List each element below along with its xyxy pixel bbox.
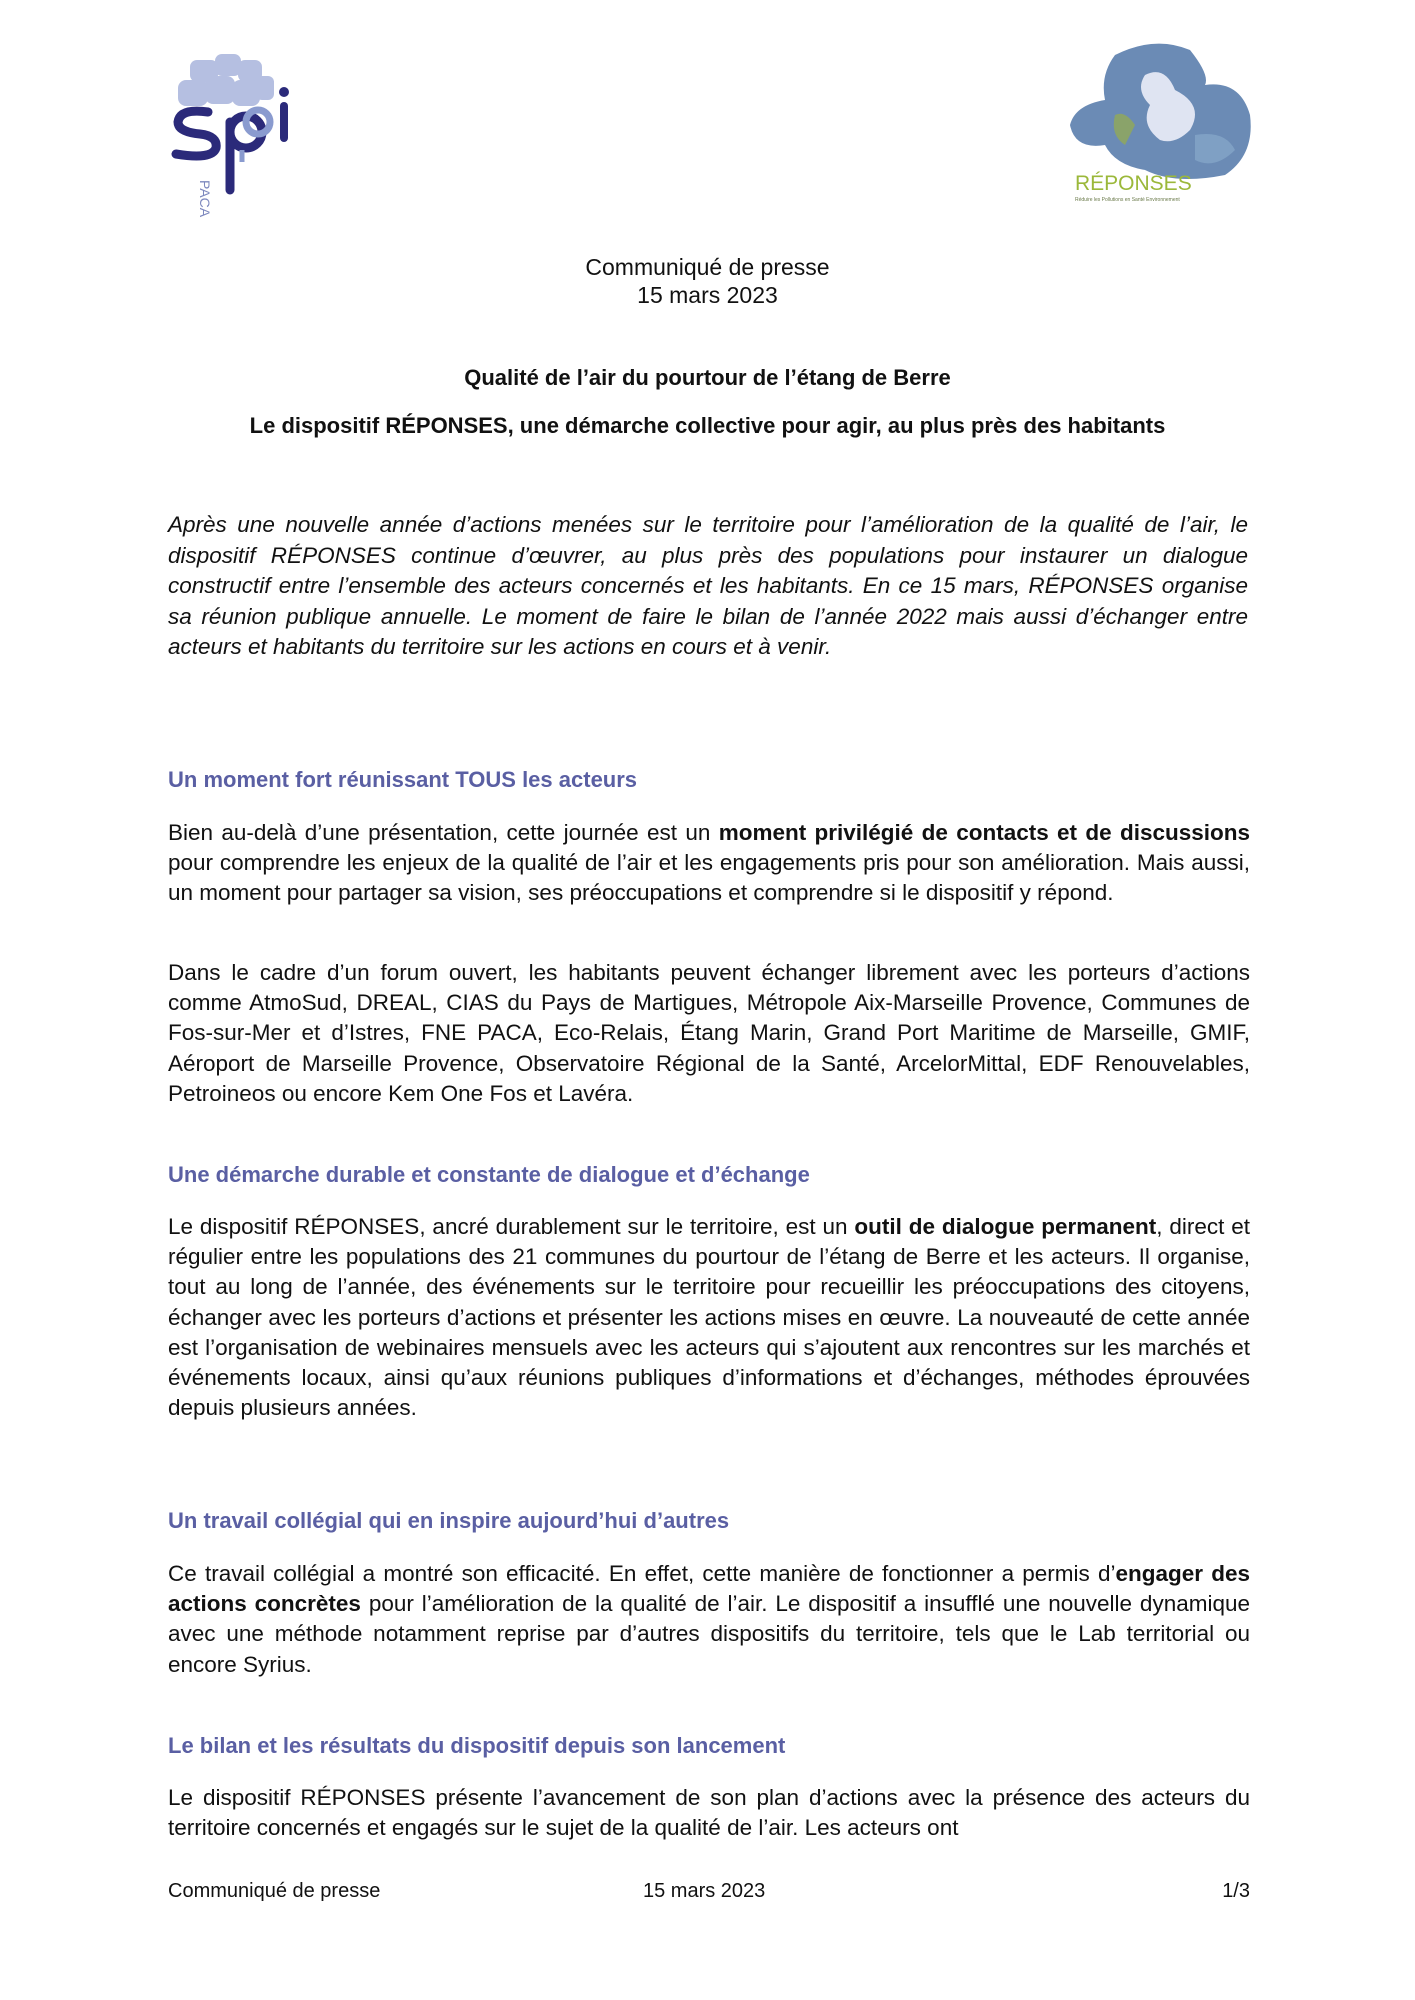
reponses-map-icon: [1055, 35, 1265, 205]
svg-text:RÉPONSES: RÉPONSES: [1075, 172, 1192, 195]
section-heading-3: Un travail collégial qui en inspire aujourd’hui d’autres: [168, 1508, 730, 1533]
footer-date: 15 mars 2023: [643, 1880, 766, 1902]
spi-logo-icon: [160, 50, 310, 220]
footer-doc-type: Communiqué de presse: [168, 1880, 381, 1902]
reponses-logo: [1055, 35, 1265, 205]
section-3-paragraph-1: Ce travail collégial a montré son efficacité. En effet, cette manière de fonctionner a permis d’engager des actions concrètes pour l’amélioration de la qualité de l’air. Le dispositif a insufflé une nouvelle dynamique avec une méthode notamment reprise par d’autres dispositifs du territoire, tels que le Lab territorial ou encore Syrius.: [168, 1561, 1250, 1677]
section-heading-4: Le bilan et les résultats du dispositif depuis son lancement: [168, 1733, 786, 1758]
section-heading-2: Une démarche durable et constante de dialogue et d’échange: [168, 1162, 810, 1187]
press-release-header: [0, 253, 1415, 309]
page-number: 1/3: [1222, 1880, 1250, 1902]
svg-text:PACA: PACA: [197, 180, 213, 218]
section-2-paragraph-1: Le dispositif RÉPONSES, ancré durablement sur le territoire, est un outil de dialogue permanent, direct et régulier entre les populations des 21 communes du pourtour de l’étang de Berre et les acteurs. Il organise, tout au long de l’année, des événements sur le territoire pour recueillir les préoccupations des citoyens, échanger avec les porteurs d’actions et présenter les actions mises en œuvre. La nouveauté de cette année est l’organisation de webinaires mensuels avec les acteurs qui s’ajoutent aux rencontres sur les marchés et événements locaux, ainsi qu’aux réunions publiques d’informations et d’échanges, méthodes éprouvées depuis plusieurs années.: [168, 1214, 1251, 1421]
document-date: 15 mars 2023: [637, 282, 778, 308]
section-1-paragraph-2: Dans le cadre d’un forum ouvert, les habitants peuvent échanger librement avec les porteurs d’actions comme AtmoSud, DREAL, CIAS du Pays de Martigues, Métropole Aix-Marseille Provence, Communes de Fos-sur-Mer et d’Istres, FNE PACA, Eco-Relais, Étang Marin, Grand Port Maritime de Marseille, GMIF, Aéroport de Marseille Provence, Observatoire Régional de la Santé, ArcelorMittal, EDF Renouvelables, Petroineos ou encore Kem One Fos et Lavéra.: [168, 960, 1250, 1106]
intro-paragraph: Après une nouvelle année d’actions menées sur le territoire pour l’amélioration de la qualité de l’air, le dispositif RÉPONSES continue d’œuvrer, au plus près des populations pour instaurer un dialogue constructif entre l’ensemble des acteurs concernés et les habitants. En ce 15 mars, RÉPONSES organise sa réunion publique annuelle. Le moment de faire le bilan de l’année 2022 mais aussi d’échanger entre acteurs et habitants du territoire sur les actions en cours et à venir.: [168, 512, 1248, 659]
title-line-2: Le dispositif RÉPONSES, une démarche collective pour agir, au plus près des habitants: [249, 413, 1166, 438]
document-type: Communiqué de presse: [585, 254, 830, 280]
section-heading-1: Un moment fort réunissant TOUS les acteurs: [168, 767, 638, 792]
section-1-paragraph-1: Bien au-delà d’une présentation, cette journée est un moment privilégié de contacts et de discussions pour comprendre les enjeux de la qualité de l’air et les engagements pris pour son amélioration. Mais aussi, un moment pour partager sa vision, ses préoccupations et comprendre si le dispositif y répond.: [168, 820, 1250, 906]
spi-paca-logo: [160, 50, 310, 220]
section-4-paragraph-1: Le dispositif RÉPONSES présente l’avancement de son plan d’actions avec la présence des acteurs du territoire concernés et engagés sur le sujet de la qualité de l’air. Les acteurs ont: [168, 1785, 1250, 1841]
svg-text:Réduire les Pollutions en Sant: Réduire les Pollutions en Santé Environnement: [1075, 197, 1180, 203]
title-line-1: Qualité de l’air du pourtour de l’étang de Berre: [464, 365, 951, 390]
